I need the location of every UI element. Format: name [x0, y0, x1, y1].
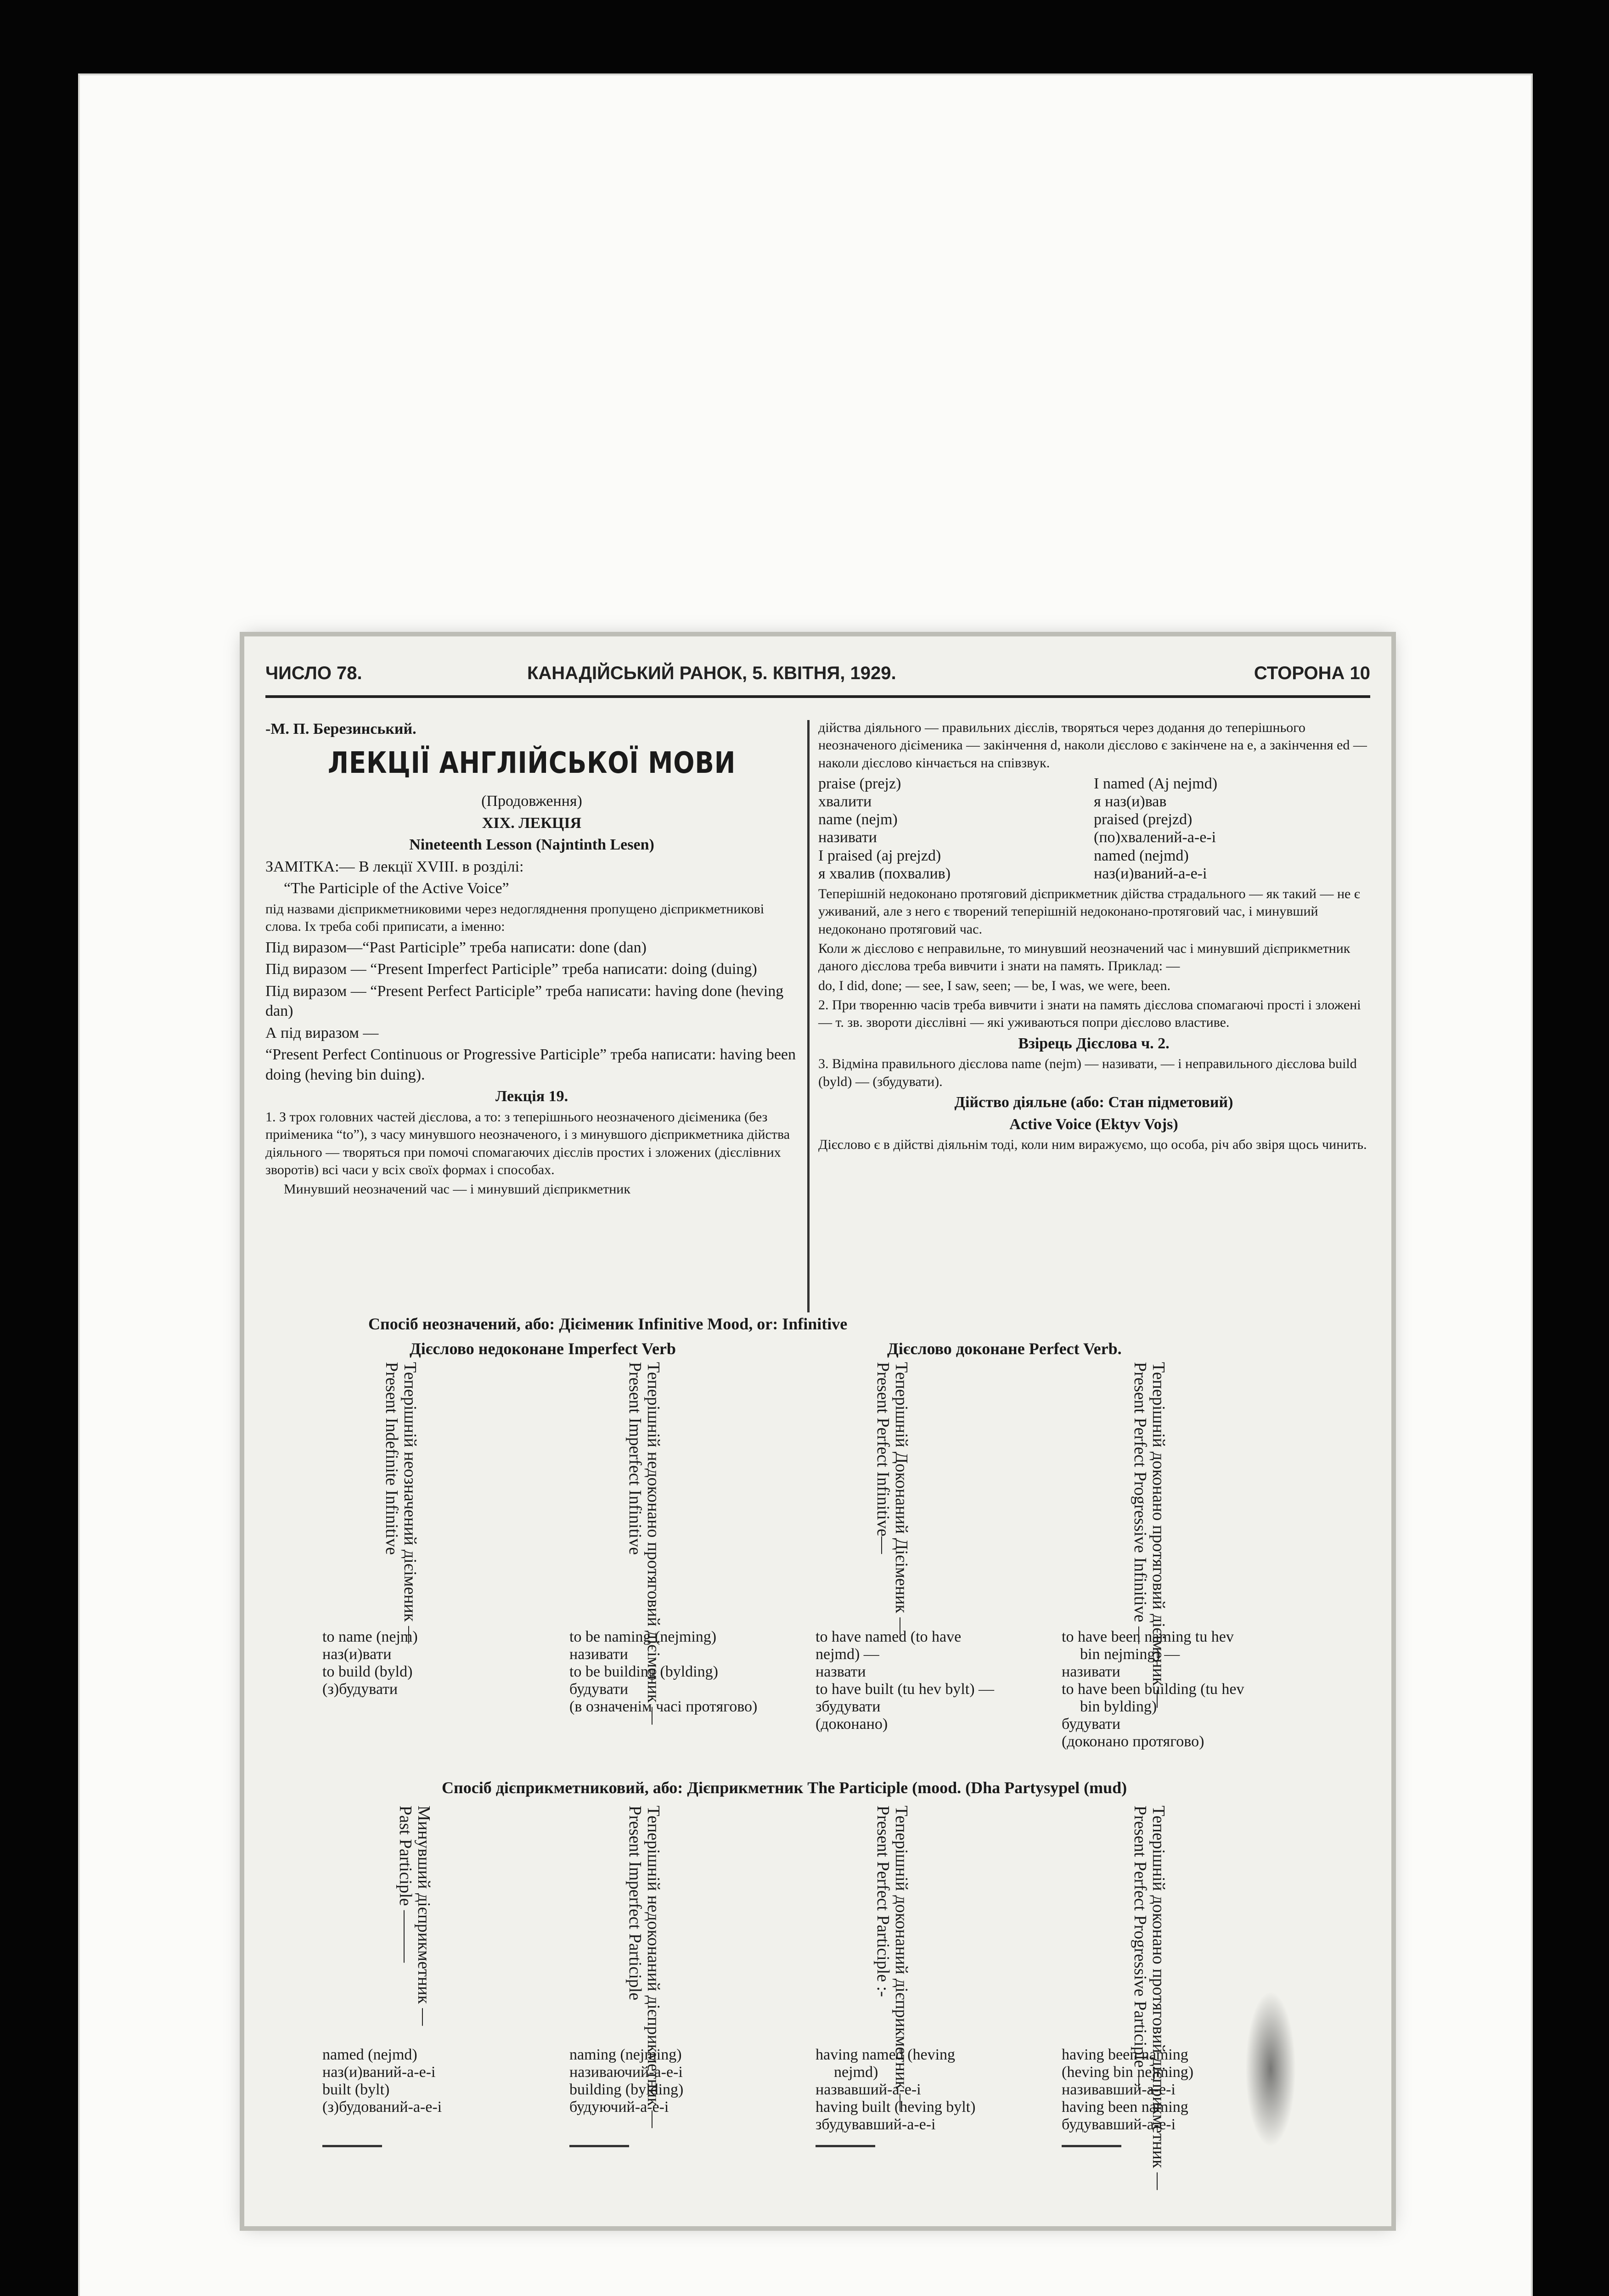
cell-line: to name (nejm): [322, 1628, 418, 1645]
end-dash: [322, 2145, 382, 2147]
cell-line: to have built (tu hev bylt) —: [816, 1681, 995, 1698]
pair-a: name (nejm): [818, 811, 898, 828]
cell-line: (з)будований-а-е-і: [322, 2099, 442, 2116]
active-voice-ua-heading: Дійство діяльне (або: Стан підметовий): [954, 1094, 1233, 1111]
infinitive-col-3: [816, 1628, 994, 1733]
present-perfect-infinitive-label: Теперішній Доконаний Дієіменик — Present Perfect Infinitive—: [873, 1362, 911, 1635]
present-imperfect-participle-label: Теперішній недоконаний дієприкметник — Present Imperfect Participle: [625, 1806, 663, 2128]
paragraph-1: 1. З трох головних частей дієслова, а то: з теперішнього неозначеного дієіменика (без приіменика “to”), з часу минувшого неозначеного, і з минувшого дієприкметника дійства діяльного — творяться при помочі спомагаючих дієслів простих і зложених (дієслівних зворотів) всі часи у всіх своїх формах і способах.: [265, 1109, 790, 1178]
infinitive-heading: Спосіб неозначений, або: Дієіменик Infinitive Mood, or: Infinitive: [368, 1315, 848, 1333]
cell-line: будуючий-а-е-і: [569, 2099, 669, 2116]
cell-line: назвавший-а-е-і: [816, 2081, 921, 2099]
pair-b: praised (prejzd): [1094, 811, 1193, 828]
article-title: ЛЕКЦІЇ АНГЛІЙСЬКОЇ МОВИ: [327, 746, 736, 780]
cell-line: having named (heving: [816, 2046, 956, 2063]
end-dash: [569, 2145, 629, 2147]
participle-col-1: [322, 2046, 442, 2116]
continued-label: (Продовження): [481, 793, 582, 810]
correction-1: Під виразом—“Past Participle” треба написати: done (dan): [265, 939, 647, 956]
cell-line: having been naming: [1062, 2099, 1188, 2116]
lecture-19-heading: Лекція 19.: [495, 1088, 568, 1105]
participle-col-4: [1062, 2046, 1193, 2133]
end-dash: [1062, 2145, 1121, 2147]
cell-line: naming (nejming): [569, 2046, 682, 2063]
right-paragraph-4: do, I did, done; — see, I saw, seen; — be, I was, we were, been.: [818, 978, 1170, 993]
infinitive-col-1: [322, 1628, 418, 1698]
pair-b: (по)хвалений-а-е-і: [1094, 829, 1216, 846]
cell-line: називавший-а-е-і: [1062, 2081, 1176, 2099]
participle-col-2: [569, 2046, 683, 2116]
cell-line: назвати: [816, 1663, 866, 1681]
cell-line: to have been building (tu hev: [1062, 1681, 1244, 1698]
correction-5: “Present Perfect Continuous or Progressive Participle” треба написати: having been doing (heving bin duing).: [265, 1046, 796, 1083]
right-paragraph-1: дійства діяльного — правильних дієслів, творяться через додання до теперішнього неозначеного дієіменика — закінчення d, наколи дієслово є закінчене на e, а закінчення ed — наколи дієслово кінчається на співзвук.: [818, 720, 1367, 771]
present-imperfect-infinitive-label: Теперішній недоконано протяговий дієіменик — Present Imperfect Infinitive: [625, 1362, 663, 1725]
present-indefinite-infinitive-label: Теперішній неозначений дієіменик — Present Indefinite Infinitive: [382, 1362, 420, 1644]
past-participle-label: Минувший дієприкметник — Past Participle ———: [395, 1806, 433, 2026]
pair-a: називати: [818, 829, 877, 846]
cell-line: nejmd): [834, 2064, 878, 2081]
cell-line: bin bylding): [1080, 1698, 1157, 1716]
cell-line: називати: [569, 1646, 628, 1663]
newspaper-page: [244, 636, 1391, 2226]
cell-line: to be naming (nejming): [569, 1628, 717, 1645]
pair-b: named (nejmd): [1094, 847, 1189, 864]
cell-line: називаючий-а-е-і: [569, 2064, 683, 2081]
imperfect-verb-heading: Дієслово недоконане Imperfect Verb: [410, 1339, 676, 1358]
pair-b: наз(и)ваний-а-е-і: [1094, 865, 1207, 882]
author: -М. П. Березинський.: [265, 720, 416, 737]
cell-line: називати: [1062, 1663, 1120, 1681]
cell-line: bin nejming) —: [1080, 1646, 1180, 1663]
cell-line: збудувати: [816, 1698, 881, 1716]
right-paragraph-5: 2. При творенню часів треба вивчити і знати на память дієслова спомагаючі прості і зложені — т. зв. звороти дієслівні — які уживаються попри дієслово властиве.: [818, 997, 1361, 1030]
right-paragraph-3: Коли ж дієслово є неправильне, то минувший неозначений час і минувший дієприкметник даного дієслова треба вивчити і знати на память. Приклад: —: [818, 940, 1350, 974]
infinitive-col-4: [1062, 1628, 1244, 1751]
right-paragraph-7: Дієслово є в дійстві діяльнім тоді, коли ним виражуємо, що особа, річ або звіря щось чинить.: [818, 1137, 1367, 1153]
cell-line: building (bylding): [569, 2081, 684, 2099]
cell-line: будувати: [569, 1681, 629, 1698]
cell-line: to have named (to have: [816, 1628, 962, 1645]
column-divider: [807, 720, 810, 1312]
present-perfect-participle-label: Теперішній доконаний дієприкметник — Present Perfect Participle :-: [873, 1806, 911, 2111]
pair-a: хвалити: [818, 793, 872, 810]
cell-line: наз(и)вати: [322, 1646, 392, 1663]
page-number: СТОРОНА 10: [1254, 663, 1370, 683]
cell-line: (в означенім часі протягово): [569, 1698, 758, 1716]
masthead-rule: [265, 695, 1370, 698]
cell-line: (доконано протягово): [1062, 1733, 1204, 1750]
cell-line: наз(и)ваний-а-е-і: [322, 2064, 436, 2081]
masthead: [265, 663, 1370, 691]
cell-line: named (nejmd): [322, 2046, 417, 2063]
cell-line: (доконано): [816, 1716, 888, 1733]
cell-line: to have been naming tu hev: [1062, 1628, 1234, 1645]
right-column: [818, 719, 1369, 1156]
cell-line: to be building (bylding): [569, 1663, 718, 1681]
cell-line: будувати: [1062, 1716, 1121, 1733]
conjugation-pairs: [818, 775, 1369, 883]
cell-line: збудувавший-а-е-і: [816, 2116, 936, 2133]
correction-3: Під виразом — “Present Perfect Participle” треба написати: having done (heving dan): [265, 982, 784, 1020]
cell-line: having built (heving bylt): [816, 2099, 976, 2116]
active-voice-en-heading: Active Voice (Ektyv Vojs): [1009, 1115, 1178, 1133]
note-text: під назвами дієприкметниковими через недогляднення пропущено дієприкметникові слова. Іх треба собі приписати, а іменно:: [265, 901, 765, 934]
left-column: [265, 719, 798, 1200]
paragraph-2: Минувший неозначений час — і минувший дієприкметник: [284, 1182, 630, 1197]
correction-4: А під виразом —: [265, 1024, 379, 1041]
pair-b: я наз(и)вав: [1094, 793, 1167, 810]
correction-2: Під виразом — “Present Imperfect Participle” треба написати: doing (duing): [265, 961, 757, 978]
pair-b: I named (Aj nejmd): [1094, 775, 1218, 793]
note-quote: “The Participle of the Active Voice”: [284, 880, 509, 897]
cell-line: nejmd) —: [816, 1646, 879, 1663]
cell-line: (з)будувати: [322, 1681, 398, 1698]
pair-a: I praised (aj prejzd): [818, 847, 941, 864]
end-dash: [816, 2145, 875, 2147]
lesson-number: XIX. ЛЕКЦІЯ: [482, 814, 582, 832]
cell-line: будувавший-а-е-і: [1062, 2116, 1176, 2133]
note-heading: ЗАМІТКА:— В лекції XVIII. в розділі:: [265, 858, 524, 875]
verb-pattern-heading: Взірець Дієслова ч. 2.: [1018, 1035, 1170, 1052]
cell-line: to build (byld): [322, 1663, 413, 1681]
perfect-verb-heading: Дієслово доконане Perfect Verb.: [887, 1339, 1122, 1358]
right-paragraph-6: 3. Відміна правильного дієслова name (nejm) — називати, — і неправильного дієслова build (byld) — (збудувати).: [818, 1056, 1357, 1089]
issue-number: ЧИСЛО 78.: [265, 663, 362, 683]
present-perfect-progressive-participle-label: Теперішній доконано протяговий дієприкметник — Present Perfect Progressive Participle —: [1130, 1806, 1168, 2190]
pair-a: я хвалив (похвалив): [818, 865, 951, 882]
right-paragraph-2: Теперішній недоконано протяговий дієприкметник дійства страдального — як такий — не є уживаний, але з него є творений теперішній недоконано-протяговий час, і минувший недоконано протяговий час.: [818, 886, 1360, 937]
cell-line: (heving bin nejming): [1062, 2064, 1194, 2081]
infinitive-col-2: [569, 1628, 757, 1716]
film-smudge: [1245, 1991, 1296, 2147]
cell-line: built (bylt): [322, 2081, 390, 2099]
participle-heading: Спосіб дієприкметниковий, або: Дієприкметник The Participle (mood. (Dha Partysypel (mud): [442, 1778, 1127, 1797]
pair-a: praise (prejz): [818, 775, 901, 793]
cell-line: having been naming: [1062, 2046, 1188, 2063]
participle-col-3: [816, 2046, 975, 2133]
newspaper-name-date: КАНАДІЙСЬКИЙ РАНОК, 5. КВІТНЯ, 1929.: [527, 663, 896, 683]
present-perfect-progressive-infinitive-label: Теперішній доконано протяговий дієіменик — Present Perfect Progressive Infinitive —: [1130, 1362, 1168, 1708]
lesson-english: Nineteenth Lesson (Najntinth Lesen): [409, 836, 654, 854]
